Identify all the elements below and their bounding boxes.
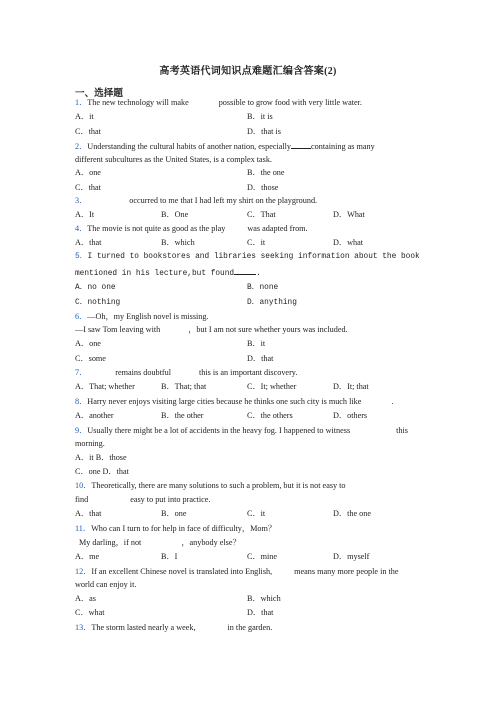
option-a[interactable]: A．as [75,594,96,603]
option-c[interactable]: C．That [247,210,276,219]
question-number: 10． [75,481,92,490]
option-c[interactable]: C．mine [247,552,278,561]
option-d[interactable]: D．that [247,354,274,363]
option-b[interactable]: B．the other [161,411,204,420]
option-c-d[interactable]: C．one D．that [75,467,129,476]
option-a[interactable]: A．another [75,411,114,420]
option-d[interactable]: D．anything [247,299,297,307]
option-d[interactable]: D．the one [333,509,371,518]
question-7: 7． remains doubtful this is an important discovery. [75,368,298,377]
question-number: 7． [75,368,88,377]
option-d[interactable]: D．that [247,608,274,617]
option-a[interactable]: A．one [75,339,101,348]
question-5-continued: mentioned in his lecture,but found . [75,266,261,280]
option-a[interactable]: A．it [75,112,94,121]
question-number: 13． [75,623,92,632]
option-b[interactable]: B．it is [247,112,273,121]
question-6: 6．—Oh，my English novel is missing. [75,312,209,321]
option-d[interactable]: D．myself [333,552,370,561]
option-c[interactable]: C．that [75,183,101,192]
question-12-continued: world can enjoy it. [75,580,137,589]
option-d[interactable]: D．What [333,210,365,219]
option-a[interactable]: A．one [75,168,101,177]
question-number: 8． [75,397,88,406]
question-number: 5． [75,253,88,261]
option-c[interactable]: C．nothing [75,299,121,307]
question-10: 10．Theoretically, there are many solutions to such a problem, but it is not easy to [75,481,346,490]
answer-blank [234,266,256,275]
option-c[interactable]: C．it [247,509,266,518]
option-c[interactable]: C．that [75,127,101,136]
option-c[interactable]: C．what [75,608,105,617]
question-number: 6． [75,312,88,321]
option-c[interactable]: C．some [75,354,106,363]
question-6-continued: —I saw Tom leaving with ，but I am not sure whether yours was included. [75,325,348,334]
question-number: 9． [75,426,88,435]
option-a[interactable]: A．It [75,210,95,219]
question-number: 1． [75,98,88,107]
question-number: 3． [75,196,88,205]
option-d[interactable]: D．others [333,411,368,420]
option-b[interactable]: B．which [161,238,195,247]
question-11-continued: My darling，if not ，anybody else？ [79,538,241,547]
option-b[interactable]: B．That; that [161,382,207,391]
question-1: 1．The new technology will make possible to grow food with very little water. [75,98,362,107]
option-b[interactable]: B．I [161,552,178,561]
option-b[interactable]: B．One [161,210,189,219]
question-2: 2．Understanding the cultural habits of another nation, especially containing as many [75,142,375,151]
option-b[interactable]: B．it [247,339,266,348]
question-11: 11．Who can I turn to for help in face of difficulty，Mom？ [75,524,277,533]
option-c[interactable]: C．it [247,238,266,247]
option-c[interactable]: C．the others [247,411,293,420]
option-d[interactable]: D．It; that [333,382,369,391]
question-2-continued: different subcultures as the United States, is a complex task. [75,155,272,164]
question-8: 8．Harry never enjoys visiting large cities because he thinks one such city is much like . [75,397,394,406]
option-a[interactable]: A．That; whether [75,382,135,391]
question-9: 9．Usually there might be a lot of accidents in the heavy fog. I happened to witness this [75,426,408,435]
option-a[interactable]: A．that [75,509,102,518]
question-10-continued: find easy to put into practice. [75,495,211,504]
option-b[interactable]: B．none [247,284,279,292]
question-5: 5．I turned to bookstores and libraries seeking information about the book [75,253,420,261]
option-b[interactable]: B．which [247,594,281,603]
question-12: 12．If an excellent Chinese novel is translated into English, means many more people in the [75,567,399,576]
option-b[interactable]: B．the one [247,168,285,177]
question-number: 11． [75,524,92,533]
question-3: 3． occurred to me that I had left my shirt on the playground. [75,196,318,205]
question-13: 13．The storm lasted nearly a week, in the garden. [75,623,273,632]
section-heading: 一、选择题 [75,88,123,99]
option-c[interactable]: C．It; whether [247,382,297,391]
question-number: 12． [75,567,92,576]
option-a[interactable]: A．that [75,238,102,247]
question-number: 4． [75,224,88,233]
answer-blank [291,140,311,149]
option-b[interactable]: B．one [161,509,187,518]
question-9-continued: morning. [75,439,105,448]
question-4: 4．The movie is not quite as good as the play was adapted from. [75,224,308,233]
option-a[interactable]: A．me [75,552,100,561]
option-d[interactable]: D．what [333,238,364,247]
question-number: 2． [75,142,88,151]
document-title: 高考英语代词知识点难题汇编含答案(2) [159,66,337,77]
option-a[interactable]: A．no one [75,284,116,292]
option-d[interactable]: D．that is [247,127,281,136]
option-d[interactable]: D．those [247,183,279,192]
option-a-b[interactable]: A．it B．those [75,453,127,462]
